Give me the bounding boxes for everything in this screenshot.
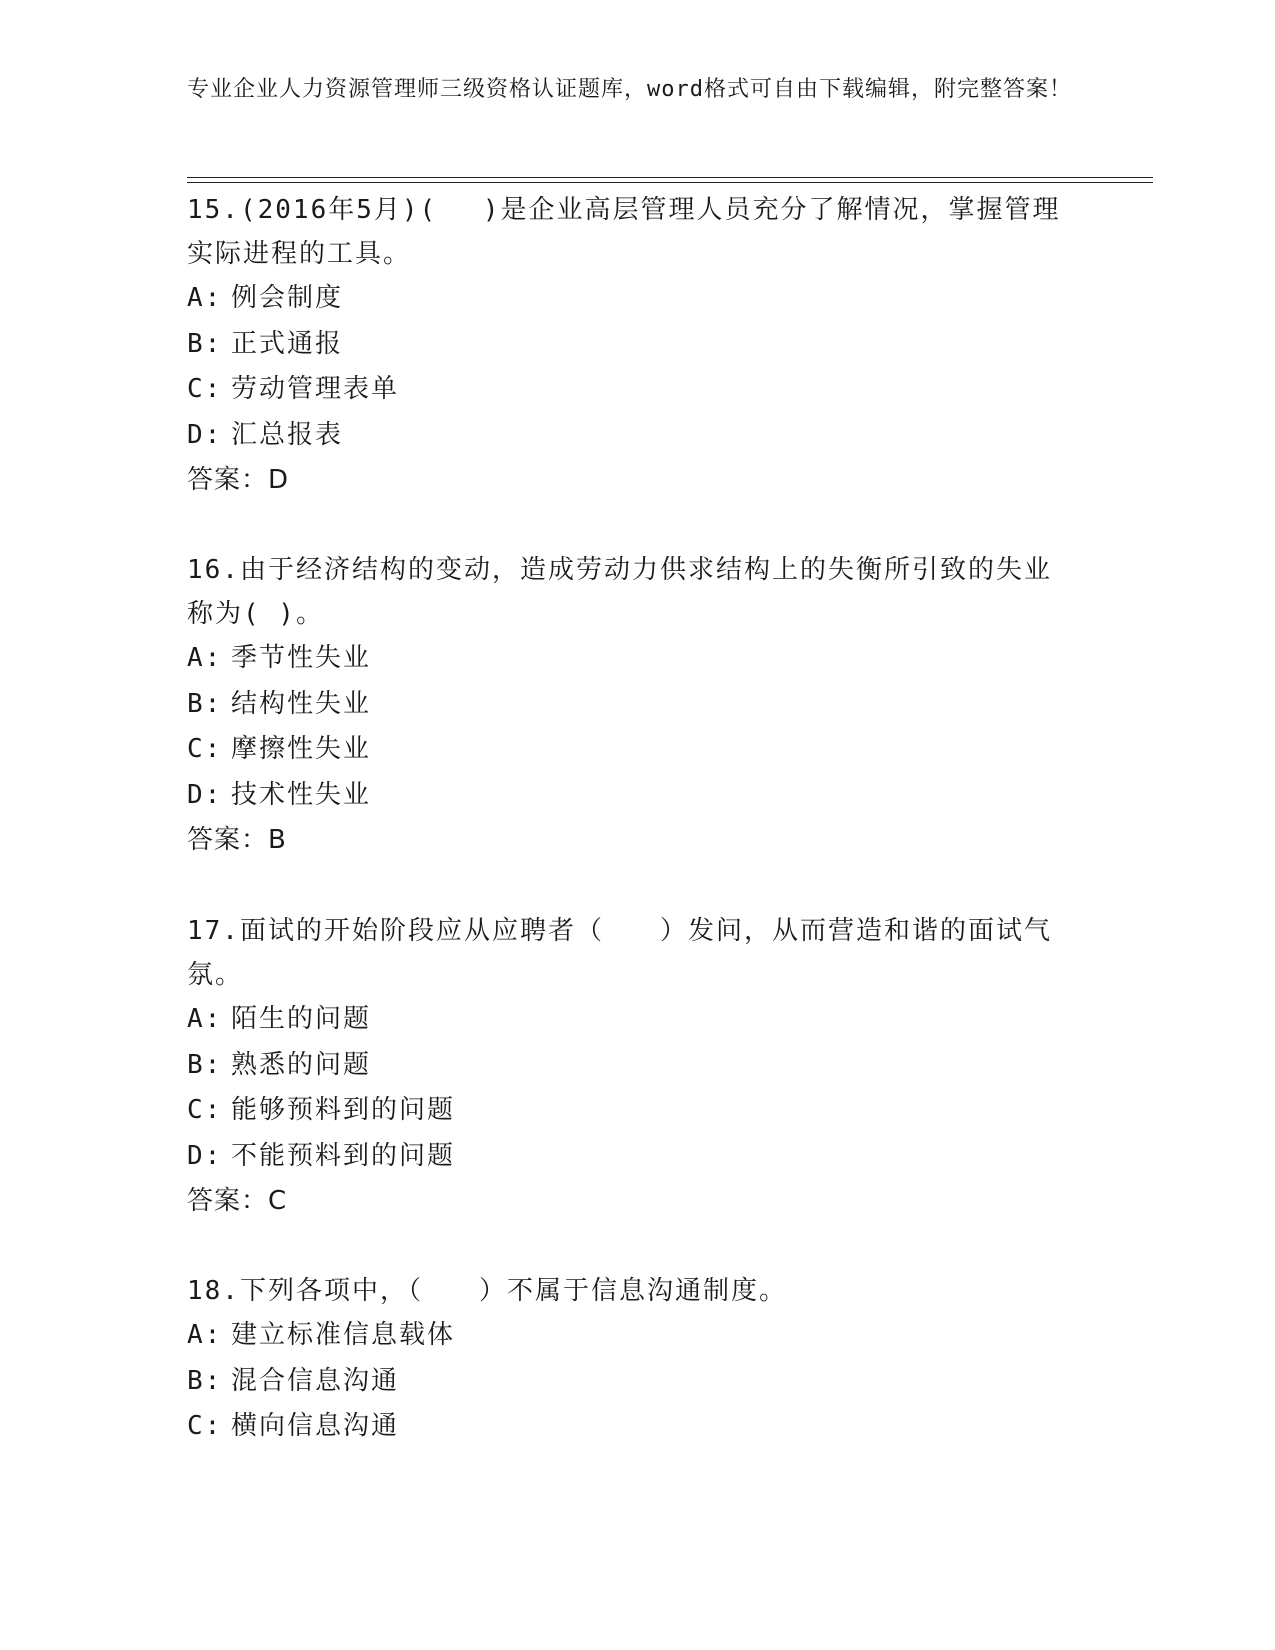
option-text: 例会制度: [231, 283, 344, 313]
option-letter: B:: [187, 1049, 223, 1080]
option-text: 横向信息沟通: [231, 1411, 400, 1441]
option-b: [187, 1359, 1067, 1405]
option-d: [187, 1134, 1067, 1180]
question-16: [187, 548, 1067, 863]
option-letter: A:: [187, 643, 223, 673]
option-a: [187, 636, 1067, 682]
option-a: [187, 997, 1067, 1043]
option-letter: A:: [187, 1004, 223, 1034]
option-text: 劳动管理表单: [231, 374, 400, 404]
option-letter: C:: [187, 734, 223, 764]
option-text: 汇总报表: [231, 419, 344, 450]
answer-line: 答案：C: [187, 1186, 288, 1216]
option-text: 不能预料到的问题: [231, 1140, 456, 1171]
option-text: 能够预料到的问题: [231, 1095, 456, 1125]
option-text: 季节性失业: [231, 643, 372, 673]
answer-line: 答案：B: [187, 825, 287, 855]
option-c: [187, 727, 1067, 773]
option-c: [187, 367, 1067, 413]
header-rule-bottom: [187, 182, 1153, 183]
header-rule-top: [187, 177, 1153, 178]
question-18: [187, 1269, 1067, 1450]
option-letter: A:: [187, 283, 223, 313]
option-d: [187, 413, 1067, 459]
option-b: [187, 682, 1067, 728]
option-letter: B:: [187, 688, 223, 719]
option-letter: A:: [187, 1320, 223, 1350]
question-stem: 17.面试的开始阶段应从应聘者（ ）发问，从而营造和谐的面试气氛。: [187, 916, 1052, 990]
option-letter: B:: [187, 1365, 223, 1396]
option-text: 陌生的问题: [231, 1004, 372, 1034]
question-17: [187, 909, 1067, 1224]
option-text: 正式通报: [231, 328, 344, 359]
option-letter: D:: [187, 419, 223, 450]
document-header: 专业企业人力资源管理师三级资格认证题库，word格式可自由下载编辑，附完整答案！: [187, 77, 1072, 102]
option-letter: B:: [187, 328, 223, 359]
question-stem: 18.下列各项中，（ ）不属于信息沟通制度。: [187, 1276, 787, 1306]
option-b: [187, 1043, 1067, 1089]
option-text: 技术性失业: [231, 779, 372, 810]
option-letter: D:: [187, 1140, 223, 1171]
option-a: [187, 1313, 1067, 1359]
option-letter: C:: [187, 1411, 223, 1441]
answer-line: 答案：D: [187, 465, 290, 495]
option-c: [187, 1404, 1067, 1450]
option-text: 熟悉的问题: [231, 1049, 372, 1080]
option-a: [187, 276, 1067, 322]
option-text: 结构性失业: [231, 688, 372, 719]
option-text: 建立标准信息载体: [231, 1320, 456, 1350]
option-letter: C:: [187, 374, 223, 404]
option-text: 摩擦性失业: [231, 734, 372, 764]
option-c: [187, 1088, 1067, 1134]
option-letter: D:: [187, 779, 223, 810]
question-stem: 16.由于经济结构的变动，造成劳动力供求结构上的失衡所引致的失业称为( )。: [187, 555, 1052, 629]
option-text: 混合信息沟通: [231, 1365, 400, 1396]
option-b: [187, 322, 1067, 368]
option-d: [187, 773, 1067, 819]
option-letter: C:: [187, 1095, 223, 1125]
question-stem: 15.(2016年5月)( )是企业高层管理人员充分了解情况，掌握管理实际进程的工具。: [187, 195, 1061, 269]
question-15: [187, 188, 1067, 503]
